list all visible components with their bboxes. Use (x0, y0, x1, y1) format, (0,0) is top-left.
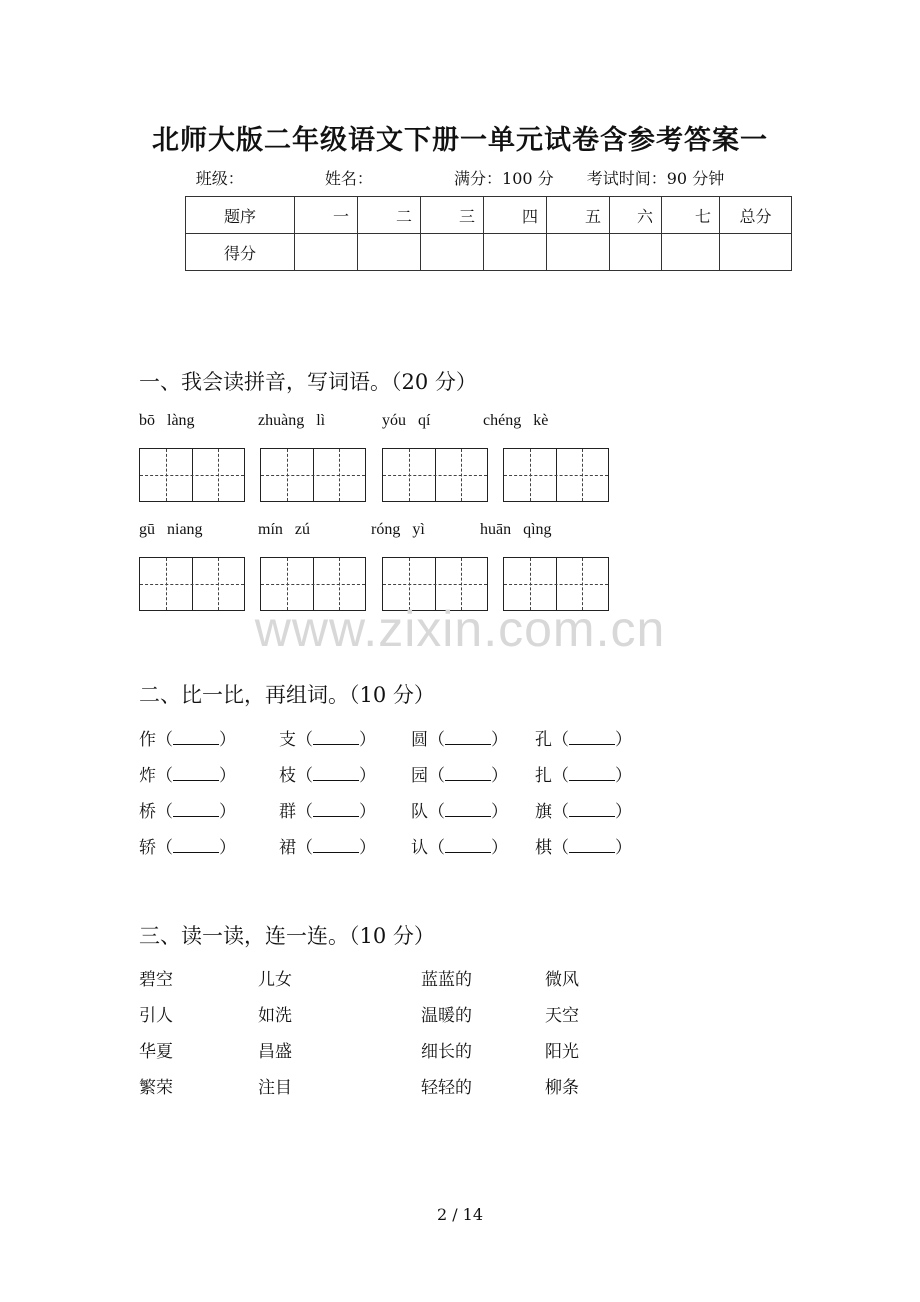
section1-heading: 一、我会读拼音，写词语。（20 分） (139, 370, 477, 394)
name-label: 姓名： (324, 169, 373, 188)
answer-blank[interactable] (173, 766, 219, 781)
pinyin-label: yóu qí (382, 412, 431, 429)
matching-word[interactable]: 引人 (139, 1006, 173, 1026)
answer-blank[interactable] (173, 802, 219, 817)
word-compare-item: 园（ ） (411, 766, 508, 786)
answer-blank[interactable] (313, 730, 359, 745)
word-char: 孔 (535, 730, 552, 750)
answer-blank[interactable] (445, 766, 491, 781)
matching-word[interactable]: 轻轻的 (421, 1078, 472, 1098)
matching-word[interactable]: 注目 (258, 1078, 292, 1098)
writing-grid[interactable] (260, 448, 366, 502)
answer-blank[interactable] (445, 730, 491, 745)
matching-word[interactable]: 微风 (545, 970, 579, 990)
word-char: 作 (139, 730, 156, 750)
word-char: 扎 (535, 766, 552, 786)
answer-blank[interactable] (445, 838, 491, 853)
answer-blank[interactable] (569, 838, 615, 853)
word-compare-item: 棋（ ） (535, 838, 632, 858)
pinyin-label: chéng kè (483, 412, 549, 429)
watermark: www.zixin.com.cn (254, 601, 666, 657)
word-compare-item: 炸（ ） (139, 766, 236, 786)
section3-heading: 三、读一读，连一连。（10 分） (139, 924, 435, 948)
score-value-row (186, 234, 792, 271)
section2-heading: 二、比一比，再组词。（10 分） (139, 683, 435, 707)
word-compare-item: 旗（ ） (535, 802, 632, 822)
matching-word[interactable]: 蓝蓝的 (421, 970, 472, 990)
word-char: 园 (411, 766, 428, 786)
word-compare-item: 轿（ ） (139, 838, 236, 858)
word-compare-item: 作（ ） (139, 730, 236, 750)
pinyin-label: róng yì (371, 521, 425, 538)
score-row-label: 得分 (186, 234, 295, 271)
score-header-cell: 总分 (720, 197, 792, 234)
pinyin-label: bō làng (139, 412, 195, 429)
matching-word[interactable]: 昌盛 (258, 1042, 292, 1062)
word-compare-item: 桥（ ） (139, 802, 236, 822)
word-char: 桥 (139, 802, 156, 822)
word-char: 枝 (279, 766, 296, 786)
pinyin-label: gū niang (139, 521, 203, 538)
matching-word[interactable]: 儿女 (258, 970, 292, 990)
writing-grid[interactable] (382, 448, 488, 502)
pinyin-label: zhuàng lì (258, 412, 326, 429)
score-cell[interactable] (421, 234, 484, 271)
word-char: 队 (411, 802, 428, 822)
score-cell[interactable] (610, 234, 662, 271)
score-header-cell: 题序 (186, 197, 295, 234)
matching-word[interactable]: 繁荣 (139, 1078, 173, 1098)
word-compare-item: 支（ ） (279, 730, 376, 750)
word-char: 圆 (411, 730, 428, 750)
matching-word[interactable]: 柳条 (545, 1078, 579, 1098)
answer-blank[interactable] (569, 730, 615, 745)
answer-blank[interactable] (173, 838, 219, 853)
word-char: 群 (279, 802, 296, 822)
word-char: 裙 (279, 838, 296, 858)
score-header-cell: 七 (662, 197, 720, 234)
matching-word[interactable]: 天空 (545, 1006, 579, 1026)
class-label: 班级： (195, 169, 244, 188)
full-score: 满分：100 分 (454, 169, 554, 188)
word-compare-item: 圆（ ） (411, 730, 508, 750)
word-char: 认 (411, 838, 428, 858)
score-header-cell: 三 (421, 197, 484, 234)
exam-info (0, 166, 920, 189)
score-cell[interactable] (484, 234, 547, 271)
word-char: 炸 (139, 766, 156, 786)
score-table (185, 196, 792, 271)
matching-word[interactable]: 华夏 (139, 1042, 173, 1062)
word-char: 旗 (535, 802, 552, 822)
word-char: 棋 (535, 838, 552, 858)
word-char: 支 (279, 730, 296, 750)
score-cell[interactable] (295, 234, 358, 271)
page-number: 2 / 14 (436, 1205, 484, 1224)
answer-blank[interactable] (313, 802, 359, 817)
matching-word[interactable]: 温暖的 (421, 1006, 472, 1026)
score-header-cell: 六 (610, 197, 662, 234)
answer-blank[interactable] (313, 838, 359, 853)
word-char: 轿 (139, 838, 156, 858)
score-header-cell: 四 (484, 197, 547, 234)
score-header-cell: 二 (358, 197, 421, 234)
word-compare-item: 孔（ ） (535, 730, 632, 750)
score-header-cell: 五 (547, 197, 610, 234)
word-compare-item: 群（ ） (279, 802, 376, 822)
answer-blank[interactable] (445, 802, 491, 817)
answer-blank[interactable] (313, 766, 359, 781)
page-title: 北师大版二年级语文下册一单元试卷含参考答案一 (152, 125, 768, 156)
score-header-row (186, 197, 792, 234)
score-cell[interactable] (547, 234, 610, 271)
word-compare-item: 扎（ ） (535, 766, 632, 786)
score-cell[interactable] (720, 234, 792, 271)
pinyin-label: mín zú (258, 521, 310, 538)
pinyin-label: huān qìng (480, 521, 552, 538)
writing-grid[interactable] (503, 448, 609, 502)
word-compare-item: 裙（ ） (279, 838, 376, 858)
score-header-cell: 一 (295, 197, 358, 234)
word-compare-item: 枝（ ） (279, 766, 376, 786)
answer-blank[interactable] (569, 802, 615, 817)
score-cell[interactable] (662, 234, 720, 271)
word-compare-item: 队（ ） (411, 802, 508, 822)
writing-grid[interactable] (139, 448, 245, 502)
matching-word[interactable]: 碧空 (139, 970, 173, 990)
answer-blank[interactable] (173, 730, 219, 745)
matching-word[interactable]: 如洗 (258, 1006, 292, 1026)
matching-word[interactable]: 细长的 (421, 1042, 472, 1062)
answer-blank[interactable] (569, 766, 615, 781)
matching-word[interactable]: 阳光 (545, 1042, 579, 1062)
word-compare-item: 认（ ） (411, 838, 508, 858)
score-cell[interactable] (358, 234, 421, 271)
exam-time: 考试时间：90 分钟 (586, 169, 725, 188)
